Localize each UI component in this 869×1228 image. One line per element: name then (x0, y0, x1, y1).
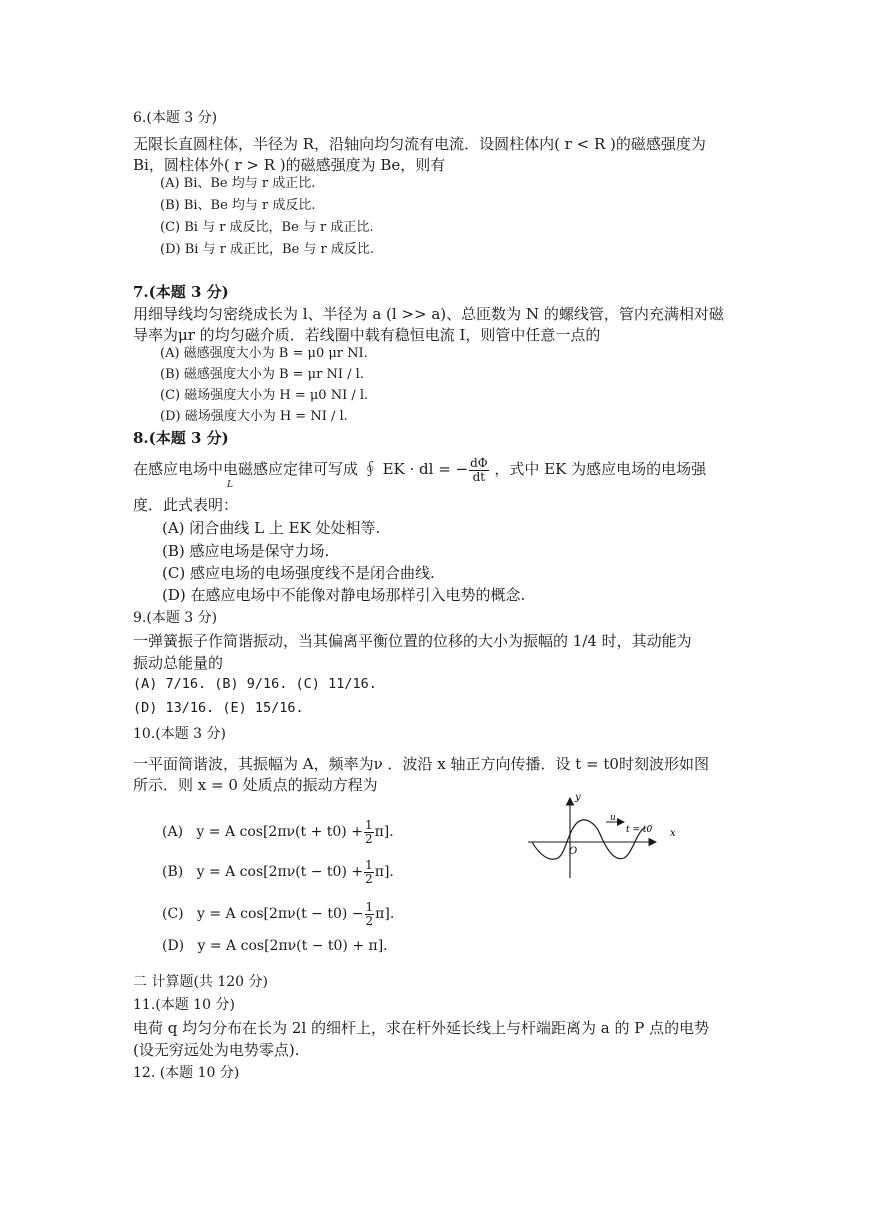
q6-option-c: (C) Bi 与 r 成反比，Be 与 r 成正比. (160, 220, 374, 235)
q6-stem-line2: Bi，圆柱体外( r > R )的磁感强度为 Be，则有 (133, 156, 446, 174)
q10-option-c: (C) y = A cos[2πν(t − t0) − $\frac{1}{2}$ π]. (162, 899, 395, 928)
q8-option-d: (D) 在感应电场中不能像对静电场那样引入电势的概念. (162, 586, 526, 604)
q11-stem-line2: (设无穷远处为电势零点). (133, 1041, 300, 1059)
q10-heading: 10.(本题 3 分) (133, 726, 226, 742)
q10-option-b-fraction: $\frac{1}{2}$ (365, 857, 373, 886)
q6-option-b: (B) Bi、Be 均与 r 成反比. (160, 198, 316, 213)
x-axis-label: x (670, 828, 676, 839)
q10-option-b: (B) y = A cos[2πν(t − t0) + $\frac{1}{2}$ π]. (162, 857, 394, 886)
q10-stem-line1: 一平面简谐波，其振幅为 A，频率为ν ．波沿 x 轴正方向传播．设 t = t0时刻波形如图 (133, 755, 709, 773)
q9-options-line2: (D) 13/16. (E) 15/16. (133, 700, 304, 716)
q10-option-a: (A) y = A cos[2πν(t + t0) + $\frac{1}{2}$ π]. (162, 817, 394, 846)
q8-formula-fraction: $\frac{d\Phi}{dt}$ (470, 455, 488, 484)
q8-faraday-formula: ∮ EK · dl = − $\frac{d\Phi}{dt}$ (362, 455, 488, 484)
origin-label: O (569, 846, 578, 857)
q9-stem-line2: 振动总能量的 (133, 654, 224, 672)
q7-heading: 7.(本题 3 分) (133, 283, 229, 301)
q8-stem-post: ，式中 EK 为感应电场的电场强 (494, 460, 707, 478)
q6-stem-line1: 无限长直圆柱体，半径为 R，沿轴向均匀流有电流．设圆柱体内( r < R )的磁感强度为 (133, 135, 706, 153)
q7-option-d: (D) 磁场强度大小为 H = NI / l. (160, 409, 348, 424)
q7-option-a: (A) 磁感强度大小为 B = μ0 μr NI. (160, 346, 368, 361)
q6-option-a: (A) Bi、Be 均与 r 成正比. (160, 176, 316, 191)
q7-stem-line2: 导率为μr 的均匀磁介质．若线圈中载有稳恒电流 I，则管中任意一点的 (133, 326, 601, 344)
q8-stem-pre: 在感应电场中电磁感应定律可写成 (133, 460, 359, 478)
q12-heading: 12. (本题 10 分) (133, 1065, 240, 1081)
q6-option-d: (D) Bi 与 r 成正比，Be 与 r 成反比. (160, 242, 375, 257)
q10-option-a-fraction: $\frac{1}{2}$ (364, 817, 373, 846)
q10-option-c-fraction: $\frac{1}{2}$ (365, 899, 374, 928)
q11-stem-line1: 电荷 q 均匀分布在长为 2l 的细杆上，求在杆外延长线上与杆端距离为 a 的 P 点的电势 (133, 1019, 710, 1037)
q8-option-b: (B) 感应电场是保守力场. (162, 542, 330, 560)
q8-heading: 8.(本题 3 分) (133, 429, 229, 447)
y-axis-label: y (575, 792, 581, 803)
velocity-label: u (610, 813, 616, 823)
q8-option-c: (C) 感应电场的电场强度线不是闭合曲线. (162, 564, 435, 582)
section2-heading: 二 计算题(共 120 分) (133, 974, 268, 990)
q7-option-c: (C) 磁场强度大小为 H = μ0 NI / l. (160, 388, 369, 403)
q9-heading: 9.(本题 3 分) (133, 610, 218, 626)
q7-stem-line1: 用细导线均匀密绕成长为 l、半径为 a (l >> a)、总匝数为 N 的螺线管，管内充满相对磁 (133, 305, 724, 323)
q8-option-a: (A) 闭合曲线 L 上 EK 处处相等. (162, 519, 381, 537)
q8-stem-line1 (133, 452, 706, 486)
q7-option-b: (B) 磁感强度大小为 B = μr NI / l. (160, 367, 364, 382)
q11-heading: 11.(本题 10 分) (133, 997, 235, 1013)
q9-stem-line1: 一弹簧振子作简谐振动，当其偏离平衡位置的位移的大小为振幅的 1/4 时，其动能为 (133, 632, 692, 650)
q9-options-line1: (A) 7/16. (B) 9/16. (C) 11/16. (133, 676, 377, 692)
q6-heading: 6.(本题 3 分) (133, 110, 218, 126)
q10-option-d: (D) y = A cos[2πν(t − t0) + π]. (162, 938, 388, 954)
q10-stem-line2: 所示．则 x = 0 处质点的振动方程为 (133, 776, 378, 794)
q10-wave-figure (520, 790, 690, 890)
q8-stem-line2: 度．此式表明： (133, 496, 239, 514)
q8-contour-label: L (227, 480, 233, 490)
time-label: t = t0 (626, 825, 653, 835)
